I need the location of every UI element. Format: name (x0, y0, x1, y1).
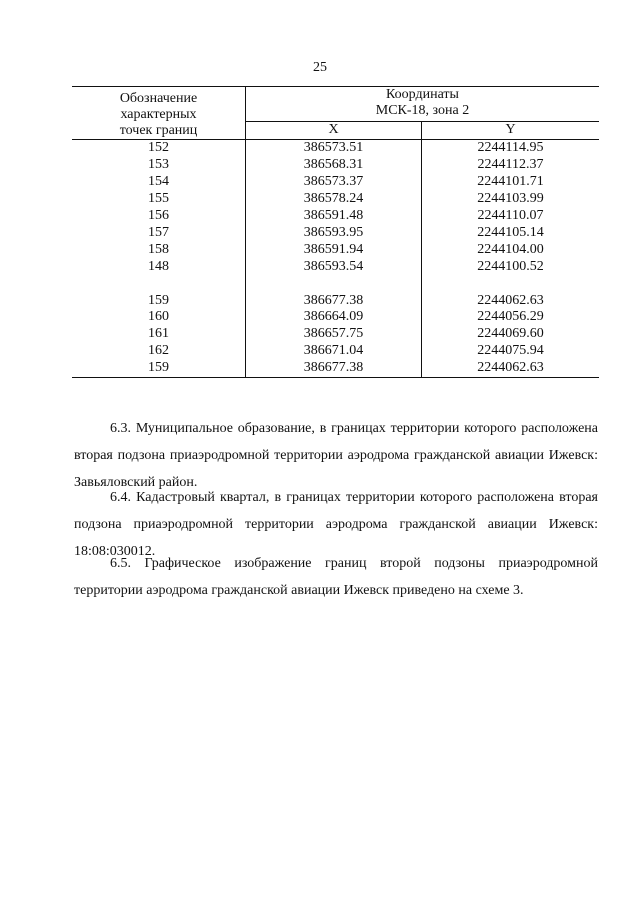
point-cell: 159 (72, 292, 246, 309)
x-cell: 386664.09 (246, 309, 422, 326)
table-row (72, 174, 599, 191)
paragraph-text: 6.5. Графическое изображение границ второй подзоны приаэродромной территории аэродрома гражданской авиации Ижевск приведено на схеме 3. (74, 556, 598, 598)
y-cell: 2244101.71 (477, 174, 544, 190)
paragraph-text: 6.4. Кадастровый квартал, в границах территории которого расположена вторая подзона приаэродромной территории аэродрома гражданской авиации Ижевск: 18:08:030012. (74, 490, 598, 559)
point-header-line: характерных (120, 107, 197, 122)
coordinates-table (72, 86, 599, 378)
x-cell: 386593.95 (246, 224, 422, 241)
point-cell: 153 (72, 157, 246, 174)
coordinates-header-line: Координаты (386, 87, 459, 102)
y-cell: 2244100.52 (477, 258, 544, 274)
table-row (72, 157, 599, 174)
table-spacer-row (72, 275, 599, 292)
table-row (72, 309, 599, 326)
page-number: 25 (313, 60, 327, 75)
y-cell: 2244075.94 (477, 343, 544, 359)
paragraph-6-5 (74, 550, 598, 604)
point-cell: 154 (72, 174, 246, 191)
y-cell: 2244069.60 (477, 326, 544, 342)
point-cell: 148 (72, 258, 246, 275)
table-row (72, 326, 599, 343)
y-cell: 2244105.14 (477, 224, 544, 240)
point-cell: 152 (72, 140, 246, 157)
table-row (72, 224, 599, 241)
point-cell: 160 (72, 309, 246, 326)
paragraph-text: 6.3. Муниципальное образование, в границах территории которого расположена вторая подзона приаэродромной территории аэродрома гражданской авиации Ижевск: Завьяловский район. (74, 421, 598, 490)
table-row (72, 258, 599, 275)
x-cell: 386677.38 (246, 360, 422, 377)
y-cell: 2244062.63 (422, 360, 600, 377)
x-cell: 386657.75 (246, 326, 422, 343)
y-column-header: Y (422, 121, 600, 139)
y-cell: 2244112.37 (477, 157, 544, 173)
table-row (72, 208, 599, 225)
point-cell: 156 (72, 208, 246, 225)
point-cell: 158 (72, 241, 246, 258)
table-row (72, 292, 599, 309)
coordinates-header (246, 87, 600, 122)
x-cell: 386591.48 (246, 208, 422, 225)
point-column-header (72, 87, 246, 140)
table-row (72, 343, 599, 360)
point-cell: 159 (72, 360, 246, 377)
x-cell: 386573.51 (246, 140, 422, 157)
x-cell: 386593.54 (246, 258, 422, 275)
table-row (72, 360, 599, 377)
table-row (72, 140, 599, 157)
table-row (72, 191, 599, 208)
y-cell: 2244062.63 (477, 292, 544, 308)
x-cell: 386578.24 (246, 191, 422, 208)
point-cell: 155 (72, 191, 246, 208)
table-row (72, 241, 599, 258)
point-header-line: точек границ (119, 123, 198, 138)
y-cell: 2244056.29 (477, 309, 544, 325)
point-cell: 162 (72, 343, 246, 360)
coordinates-header-line: МСК-18, зона 2 (375, 103, 470, 118)
y-cell: 2244114.95 (477, 140, 544, 156)
x-cell: 386568.31 (246, 157, 422, 174)
coordinates-table-body (72, 140, 599, 378)
point-header-line: Обозначение (119, 91, 198, 106)
x-cell: 386677.38 (246, 292, 422, 309)
y-cell: 2244104.00 (477, 241, 544, 257)
x-cell: 386591.94 (246, 241, 422, 258)
point-cell: 161 (72, 326, 246, 343)
x-column-header: X (246, 121, 422, 139)
y-cell: 2244110.07 (477, 208, 544, 223)
x-cell: 386671.04 (246, 343, 422, 360)
y-cell: 2244103.99 (477, 191, 544, 207)
point-cell: 157 (72, 224, 246, 241)
x-cell: 386573.37 (246, 174, 422, 191)
